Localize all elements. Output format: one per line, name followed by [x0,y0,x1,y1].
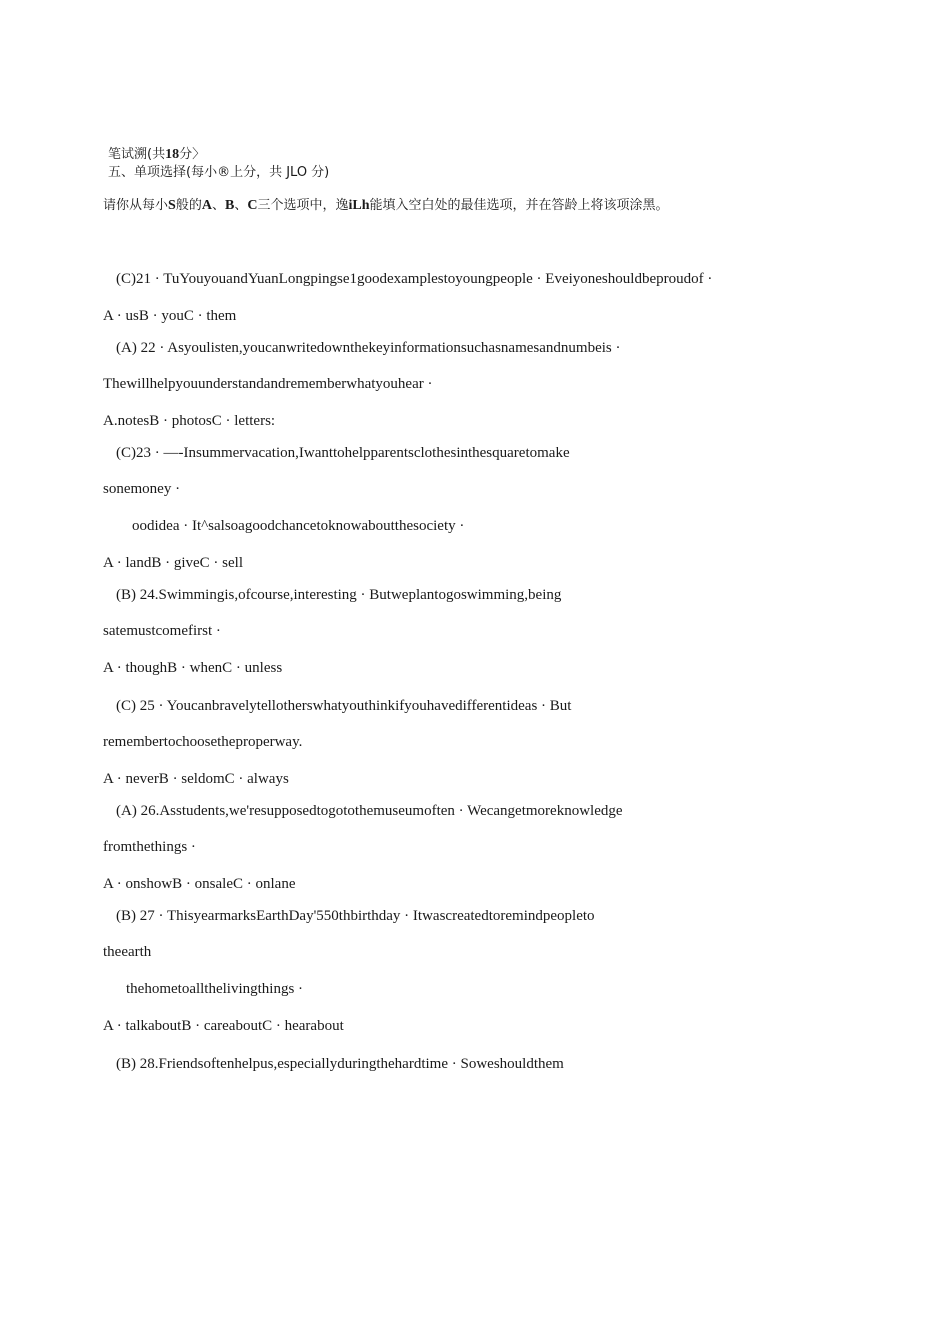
question-24-options: A · thoughB · whenC · unless [103,660,283,676]
instr-part: 、 [234,198,248,213]
question-24-stem: (B) 24.Swimmingis,ofcourse,interesting · Butweplantogoswimming,being [116,587,562,603]
question-21-stem: (C)21 · TuYouyouandYuanLongpingse1goodexamplestoyoungpeople · Eveiyoneshouldbeproudof · [116,271,713,287]
instr-bold: A [201,198,212,213]
instr-part: 能填入空白处的最佳选项，并在答龄上将该项涂黑。 [369,198,669,213]
instructions [103,197,669,215]
question-23-reply: oodidea · It^salsoagoodchancetoknowaboutthesociety · [132,518,465,534]
instr-part: 、 [211,198,225,213]
question-28-stem: (B) 28.Friendsoftenhelpus,especiallyduringthehardtime · Soweshouldthem [116,1056,564,1072]
section-title-text: 笔试溯(共 [108,147,166,162]
question-26-stem: (A) 26.Asstudents,we'resupposedtogotothemuseumoften · Wecangetmoreknowledge [116,803,623,819]
section-title [108,146,205,164]
question-27-stem-cont: theearth [103,944,152,960]
question-23-options: A · landB · giveC · sell [103,555,243,571]
question-23-stem-cont: sonemoney · [103,481,181,497]
instr-bold: B [224,198,235,213]
question-27-options: A · talkaboutB · careaboutC · hearabout [103,1018,344,1034]
section-title-suffix: 分〉 [179,147,206,162]
question-25-options: A · neverB · seldomC · always [103,771,289,787]
question-22-stem: (A) 22 · Asyoulisten,youcanwritedownthekeyinformationsuchasnamesandnumbeis · [116,340,621,356]
instr-bold: C [247,198,258,213]
question-25-stem: (C) 25 · Youcanbravelytellotherswhatyouthinkifyouhavedifferentideas · But [116,698,572,714]
instr-bold: iLh [348,198,370,213]
instr-part: 请你从每小 [103,198,169,213]
question-27-stem-cont2: thehometoallthelivingthings · [126,981,304,997]
instr-bold: S [168,198,176,213]
section-title-score: 18 [165,147,180,162]
question-21-options: A · usB · youC · them [103,308,237,324]
question-22-stem-cont: Thewillhelpyouunderstandandrememberwhatyouhear · [103,376,433,392]
instr-part: 般的 [175,198,202,213]
question-26-options: A · onshowB · onsaleC · onlane [103,876,296,892]
instr-part: 三个选项中，逸 [257,198,349,213]
question-27-stem: (B) 27 · ThisyearmarksEarthDay'550thbirthday · Itwascreatedtoremindpeopleto [116,908,595,924]
part-title: 五、单项选择(每小®上分，共 JLO 分) [108,165,330,180]
question-22-options: A.notesB · photosC · letters: [103,413,276,429]
question-26-stem-cont: fromthethings · [103,839,196,855]
question-24-stem-cont: satemustcomefirst · [103,623,221,639]
question-23-stem: (C)23 · —-Insummervacation,Iwanttohelpparentsclothesinthesquaretomake [116,445,570,461]
question-25-stem-cont: remembertochoosetheproperway. [103,734,303,750]
